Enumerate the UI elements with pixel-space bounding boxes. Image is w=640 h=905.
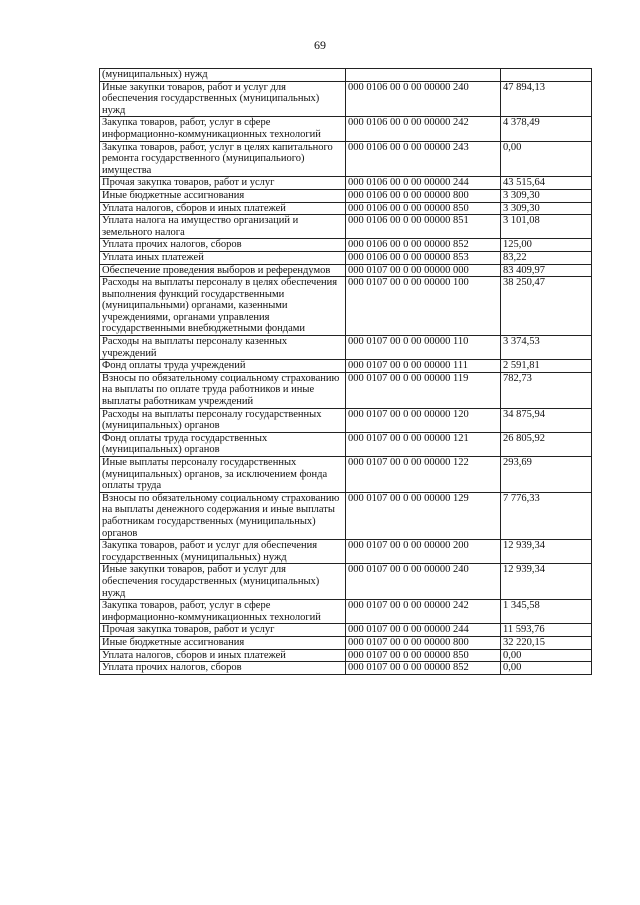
table-row	[100, 649, 592, 662]
row-code-cell: 000 0107 00 0 00 00000 129	[346, 492, 501, 539]
row-code-cell: 000 0107 00 0 00 00000 000	[346, 264, 501, 277]
row-code-cell: 000 0107 00 0 00 00000 100	[346, 277, 501, 336]
row-name-cell: Прочая закупка товаров, работ и услуг	[100, 177, 346, 190]
row-name-cell: Иные закупки товаров, работ и услуг для обеспечения государственных (муниципальных) нужд	[100, 81, 346, 117]
row-name-cell: Уплата иных платежей	[100, 251, 346, 264]
row-name-cell: Закупка товаров, работ, услуг в сфере информационно-коммуникационных технологий	[100, 600, 346, 624]
table-row	[100, 177, 592, 190]
row-sum-cell: 4 378,49	[501, 117, 592, 141]
row-name-cell: Иные закупки товаров, работ и услуг для обеспечения государственных (муниципальных) нужд	[100, 564, 346, 600]
table-row	[100, 202, 592, 215]
row-code-cell: 000 0106 00 0 00 00000 853	[346, 251, 501, 264]
row-code-cell: 000 0106 00 0 00 00000 242	[346, 117, 501, 141]
table-row	[100, 215, 592, 239]
row-sum-cell: 47 894,13	[501, 81, 592, 117]
row-sum-cell: 2 591,81	[501, 360, 592, 373]
table-row	[100, 277, 592, 336]
row-code-cell: 000 0107 00 0 00 00000 119	[346, 372, 501, 408]
table-row	[100, 360, 592, 373]
table-row	[100, 408, 592, 432]
table-row	[100, 457, 592, 493]
row-name-cell: Уплата налогов, сборов и иных платежей	[100, 649, 346, 662]
table-row	[100, 336, 592, 360]
table-row	[100, 432, 592, 456]
row-name-cell: Взносы по обязательному социальному страхованию на выплаты по оплате труда работников и иные выплаты работникам учреждений	[100, 372, 346, 408]
row-code-cell: 000 0106 00 0 00 00000 851	[346, 215, 501, 239]
row-code-cell: 000 0107 00 0 00 00000 240	[346, 564, 501, 600]
row-sum-cell: 43 515,64	[501, 177, 592, 190]
table-row	[100, 251, 592, 264]
row-sum-cell: 782,73	[501, 372, 592, 408]
row-code-cell: 000 0107 00 0 00 00000 200	[346, 540, 501, 564]
row-code-cell: 000 0107 00 0 00 00000 244	[346, 624, 501, 637]
table-row	[100, 636, 592, 649]
row-name-cell: Расходы на выплаты персоналу в целях обеспечения выполнения функций государственными (муниципальными) органами, казенными учреждениями, органами управления государственными внебюджетными фондами	[100, 277, 346, 336]
table-row	[100, 372, 592, 408]
row-sum-cell	[501, 69, 592, 82]
table-row	[100, 117, 592, 141]
row-sum-cell: 0,00	[501, 649, 592, 662]
row-name-cell: (муниципальных) нужд	[100, 69, 346, 82]
row-name-cell: Иные бюджетные ассигнования	[100, 189, 346, 202]
row-sum-cell: 34 875,94	[501, 408, 592, 432]
row-code-cell: 000 0107 00 0 00 00000 120	[346, 408, 501, 432]
row-sum-cell: 38 250,47	[501, 277, 592, 336]
row-name-cell: Фонд оплаты труда учреждений	[100, 360, 346, 373]
row-code-cell: 000 0107 00 0 00 00000 852	[346, 662, 501, 675]
row-code-cell	[346, 69, 501, 82]
row-sum-cell: 11 593,76	[501, 624, 592, 637]
row-sum-cell: 3 309,30	[501, 189, 592, 202]
row-sum-cell: 293,69	[501, 457, 592, 493]
row-name-cell: Иные бюджетные ассигнования	[100, 636, 346, 649]
table-row	[100, 662, 592, 675]
row-name-cell: Фонд оплаты труда государственных (муниципальных) органов	[100, 432, 346, 456]
row-name-cell: Уплата налогов, сборов и иных платежей	[100, 202, 346, 215]
row-sum-cell: 83,22	[501, 251, 592, 264]
table-row	[100, 141, 592, 177]
row-sum-cell: 12 939,34	[501, 540, 592, 564]
table-row	[100, 81, 592, 117]
row-code-cell: 000 0107 00 0 00 00000 111	[346, 360, 501, 373]
row-name-cell: Иные выплаты персоналу государственных (муниципальных) органов, за исключением фонда оплаты труда	[100, 457, 346, 493]
row-name-cell: Уплата налога на имущество организаций и земельного налога	[100, 215, 346, 239]
table-row	[100, 540, 592, 564]
row-name-cell: Взносы по обязательному социальному страхованию на выплаты денежного содержания и иные выплаты работникам государственных (муниципальных) органов	[100, 492, 346, 539]
row-code-cell: 000 0106 00 0 00 00000 852	[346, 239, 501, 252]
row-code-cell: 000 0107 00 0 00 00000 122	[346, 457, 501, 493]
table-row	[100, 564, 592, 600]
row-sum-cell: 125,00	[501, 239, 592, 252]
row-sum-cell: 12 939,34	[501, 564, 592, 600]
row-code-cell: 000 0107 00 0 00 00000 800	[346, 636, 501, 649]
row-name-cell: Расходы на выплаты персоналу казенных учреждений	[100, 336, 346, 360]
row-sum-cell: 3 374,53	[501, 336, 592, 360]
row-code-cell: 000 0106 00 0 00 00000 240	[346, 81, 501, 117]
table-row	[100, 492, 592, 539]
row-name-cell: Уплата прочих налогов, сборов	[100, 662, 346, 675]
row-name-cell: Закупка товаров, работ, услуг в сфере информационно-коммуникационных технологий	[100, 117, 346, 141]
row-sum-cell: 3 309,30	[501, 202, 592, 215]
row-code-cell: 000 0107 00 0 00 00000 121	[346, 432, 501, 456]
row-sum-cell: 0,00	[501, 662, 592, 675]
row-code-cell: 000 0106 00 0 00 00000 244	[346, 177, 501, 190]
row-sum-cell: 83 409,97	[501, 264, 592, 277]
row-name-cell: Уплата прочих налогов, сборов	[100, 239, 346, 252]
row-code-cell: 000 0106 00 0 00 00000 800	[346, 189, 501, 202]
table-row	[100, 600, 592, 624]
table-row	[100, 264, 592, 277]
row-code-cell: 000 0106 00 0 00 00000 243	[346, 141, 501, 177]
table-row	[100, 189, 592, 202]
budget-table-body	[100, 69, 592, 675]
row-code-cell: 000 0106 00 0 00 00000 850	[346, 202, 501, 215]
row-sum-cell: 7 776,33	[501, 492, 592, 539]
row-name-cell: Закупка товаров, работ, услуг в целях капитального ремонта государственного (муниципальиого) имущества	[100, 141, 346, 177]
row-code-cell: 000 0107 00 0 00 00000 110	[346, 336, 501, 360]
row-sum-cell: 26 805,92	[501, 432, 592, 456]
row-sum-cell: 0,00	[501, 141, 592, 177]
row-sum-cell: 3 101,08	[501, 215, 592, 239]
row-code-cell: 000 0107 00 0 00 00000 850	[346, 649, 501, 662]
table-row	[100, 239, 592, 252]
budget-table	[99, 68, 592, 675]
row-name-cell: Закупка товаров, работ и услуг для обеспечения государственных (муниципальных) нужд	[100, 540, 346, 564]
table-row	[100, 69, 592, 82]
table-row	[100, 624, 592, 637]
row-sum-cell: 1 345,58	[501, 600, 592, 624]
row-name-cell: Обеспечение проведения выборов и референдумов	[100, 264, 346, 277]
row-name-cell: Прочая закупка товаров, работ и услуг	[100, 624, 346, 637]
row-name-cell: Расходы на выплаты персоналу государственных (муниципальных) органов	[100, 408, 346, 432]
row-sum-cell: 32 220,15	[501, 636, 592, 649]
row-code-cell: 000 0107 00 0 00 00000 242	[346, 600, 501, 624]
page-number: 69	[314, 38, 326, 52]
